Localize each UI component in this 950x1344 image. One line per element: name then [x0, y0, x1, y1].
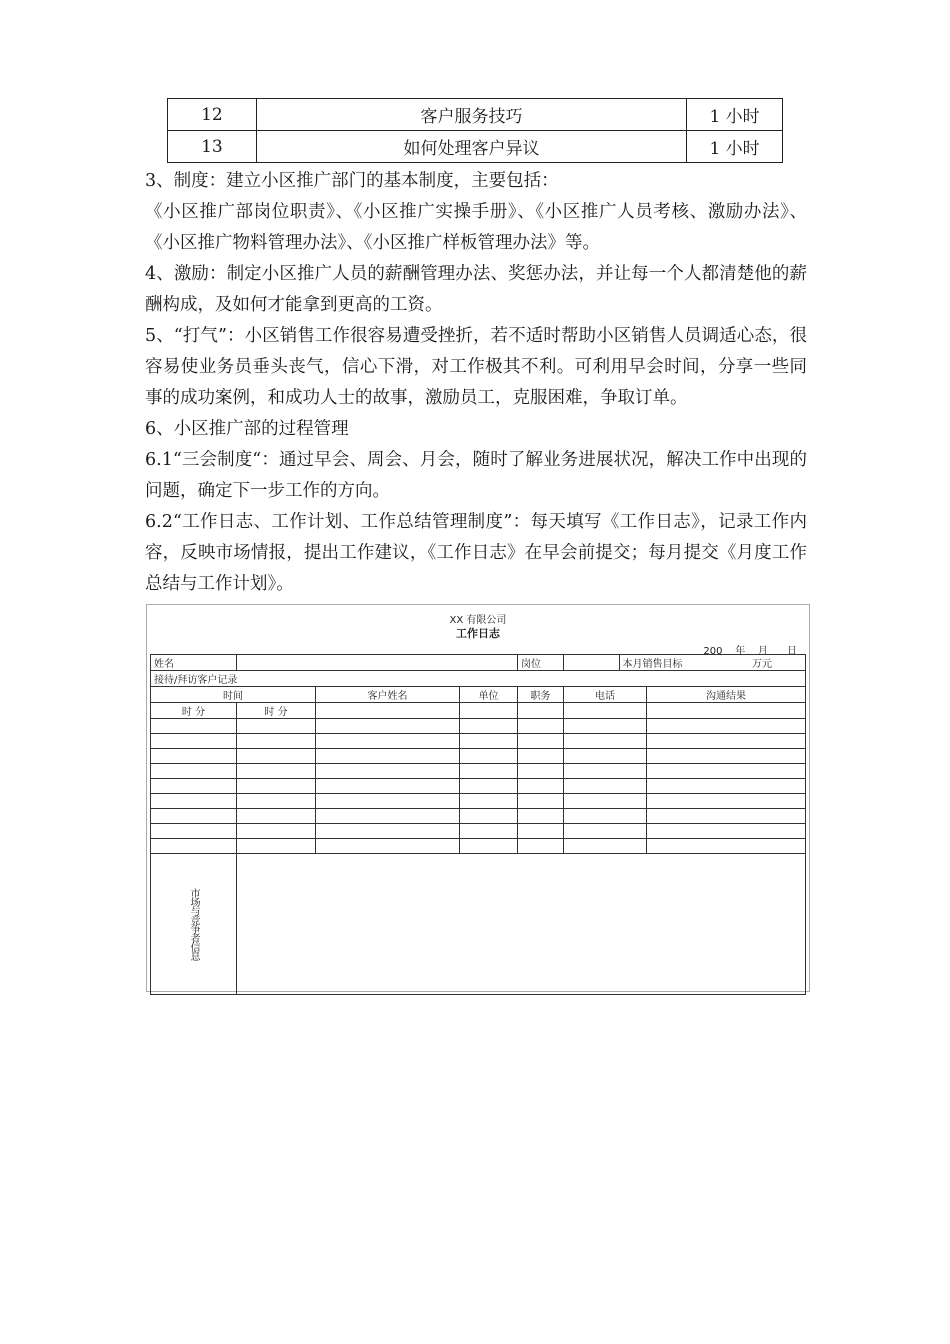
- table-row: [151, 749, 806, 764]
- cell[interactable]: [460, 779, 518, 794]
- row-number: 13: [168, 131, 257, 163]
- cell[interactable]: [237, 749, 316, 764]
- position-target-cell: [564, 655, 806, 671]
- market-info-label-cell: [151, 854, 237, 995]
- cell[interactable]: [460, 809, 518, 824]
- cell[interactable]: [151, 734, 237, 749]
- cell[interactable]: [237, 839, 316, 854]
- cell[interactable]: [518, 839, 564, 854]
- cell[interactable]: [518, 703, 564, 719]
- table-row: [151, 734, 806, 749]
- cell[interactable]: [564, 779, 647, 794]
- cell[interactable]: [647, 794, 806, 809]
- form-title: 工作日志: [456, 627, 500, 640]
- table-row: [151, 779, 806, 794]
- paragraph: 6.1“三会制度“：通过早会、周会、月会，随时了解业务进展状况，解决工作中出现的问题，确定下一步工作的方向。: [145, 450, 807, 501]
- cell[interactable]: [564, 794, 647, 809]
- time-start-subheader: 时 分: [151, 703, 237, 719]
- cell[interactable]: [237, 794, 316, 809]
- paragraph: 4、激励：制定小区推广人员的薪酬管理办法、奖惩办法，并让每一个人都清楚他的薪酬构成，及如何才能拿到更高的工资。: [145, 264, 807, 315]
- paragraph: 《小区推广部岗位职责》、《小区推广实操手册》、《小区推广人员考核、激励办法》、《小区推广物料管理办法》、《小区推广样板管理办法》等。: [145, 202, 807, 253]
- cell[interactable]: [316, 749, 460, 764]
- cell[interactable]: [237, 809, 316, 824]
- records-label-row: [151, 671, 806, 687]
- table-row: [168, 99, 783, 131]
- column-header-phone: 电话: [564, 687, 647, 703]
- sales-target-label: 本月销售目标: [622, 659, 683, 670]
- cell[interactable]: [564, 839, 647, 854]
- name-value[interactable]: [237, 655, 518, 671]
- paragraph: 5、“打气”：小区销售工作很容易遭受挫折，若不适时帮助小区销售人员调适心态，很容易使业务员垂头丧气，信心下滑，对工作极其不利。可利用早会时间，分享一些同事的成功案例，和成功人士的故事，激励员工，克服困难，争取订单。: [145, 326, 807, 408]
- cell[interactable]: [316, 764, 460, 779]
- column-header-title: 职务: [518, 687, 564, 703]
- row-topic: 如何处理客户异议: [256, 131, 686, 163]
- table-row: [151, 794, 806, 809]
- column-header-company: 单位: [460, 687, 518, 703]
- cell[interactable]: [460, 719, 518, 734]
- cell[interactable]: [316, 734, 460, 749]
- market-info-content[interactable]: [237, 854, 806, 995]
- cell[interactable]: [316, 824, 460, 839]
- cell[interactable]: [460, 749, 518, 764]
- cell[interactable]: [151, 779, 237, 794]
- cell[interactable]: [564, 749, 647, 764]
- row-topic: 客户服务技巧: [256, 99, 686, 131]
- cell[interactable]: [564, 764, 647, 779]
- form-date: 200 年 月 日: [703, 646, 797, 657]
- column-header-time: 时间: [151, 687, 316, 703]
- cell[interactable]: [518, 824, 564, 839]
- cell[interactable]: [460, 824, 518, 839]
- cell[interactable]: [460, 764, 518, 779]
- paragraph: 6、小区推广部的过程管理: [145, 419, 349, 439]
- cell[interactable]: [151, 839, 237, 854]
- cell[interactable]: [518, 764, 564, 779]
- course-table: [167, 98, 783, 163]
- cell[interactable]: [316, 703, 460, 719]
- cell[interactable]: [518, 794, 564, 809]
- cell[interactable]: [316, 719, 460, 734]
- column-header-customer: 客户姓名: [316, 687, 460, 703]
- cell[interactable]: [316, 809, 460, 824]
- cell[interactable]: [460, 839, 518, 854]
- table-row: [151, 839, 806, 854]
- sales-target-unit: 万元: [752, 659, 773, 670]
- row-number: 12: [168, 99, 257, 131]
- cell[interactable]: [518, 719, 564, 734]
- form-company: XX 有限公司: [449, 615, 507, 626]
- market-info-label: 市场与竞争者信息: [188, 888, 199, 960]
- position-value[interactable]: [564, 655, 619, 670]
- cell[interactable]: [316, 794, 460, 809]
- cell[interactable]: [564, 824, 647, 839]
- market-info-row: [151, 854, 806, 995]
- row-duration: 1 小时: [687, 99, 783, 131]
- table-row: [168, 131, 783, 163]
- cell[interactable]: [647, 764, 806, 779]
- table-row: [151, 809, 806, 824]
- column-header-row: [151, 687, 806, 703]
- cell[interactable]: [647, 824, 806, 839]
- cell[interactable]: [316, 779, 460, 794]
- cell[interactable]: [460, 734, 518, 749]
- table-row: [151, 719, 806, 734]
- paragraph: 6.2“工作日志、工作计划、工作总结管理制度”：每天填写《工作日志》，记录工作内容，反映市场情报，提出工作建议，《工作日志》在早会前提交；每月提交《月度工作总结与工作计划》。: [145, 512, 807, 594]
- work-log-form: [146, 604, 810, 992]
- cell[interactable]: [518, 734, 564, 749]
- time-subheader-row: [151, 703, 806, 719]
- cell[interactable]: [151, 749, 237, 764]
- cell[interactable]: [647, 703, 806, 719]
- cell[interactable]: [647, 734, 806, 749]
- position-label: 岗位: [518, 655, 564, 671]
- header-row: [151, 655, 806, 671]
- cell[interactable]: [237, 824, 316, 839]
- cell[interactable]: [564, 734, 647, 749]
- column-header-result: 沟通结果: [647, 687, 806, 703]
- cell[interactable]: [237, 719, 316, 734]
- body-text: [145, 166, 807, 600]
- records-label: 接待/拜访客户记录: [151, 671, 806, 687]
- cell[interactable]: [316, 839, 460, 854]
- cell[interactable]: [564, 719, 647, 734]
- cell[interactable]: [647, 719, 806, 734]
- table-row: [151, 764, 806, 779]
- cell[interactable]: [518, 809, 564, 824]
- cell[interactable]: [151, 719, 237, 734]
- cell[interactable]: [647, 779, 806, 794]
- cell[interactable]: [647, 749, 806, 764]
- cell[interactable]: [564, 703, 647, 719]
- row-duration: 1 小时: [687, 131, 783, 163]
- cell[interactable]: [237, 764, 316, 779]
- cell[interactable]: [151, 809, 237, 824]
- cell[interactable]: [237, 779, 316, 794]
- cell[interactable]: [460, 703, 518, 719]
- time-end-subheader: 时 分: [237, 703, 316, 719]
- cell[interactable]: [647, 839, 806, 854]
- cell[interactable]: [647, 809, 806, 824]
- cell[interactable]: [460, 794, 518, 809]
- paragraph: 3、制度：建立小区推广部门的基本制度，主要包括：: [145, 171, 559, 191]
- cell[interactable]: [518, 779, 564, 794]
- name-label: 姓名: [151, 655, 237, 671]
- table-row: [151, 824, 806, 839]
- cell[interactable]: [564, 809, 647, 824]
- cell[interactable]: [237, 734, 316, 749]
- cell[interactable]: [151, 824, 237, 839]
- cell[interactable]: [151, 794, 237, 809]
- cell[interactable]: [518, 749, 564, 764]
- work-log-table: [150, 654, 806, 995]
- cell[interactable]: [151, 764, 237, 779]
